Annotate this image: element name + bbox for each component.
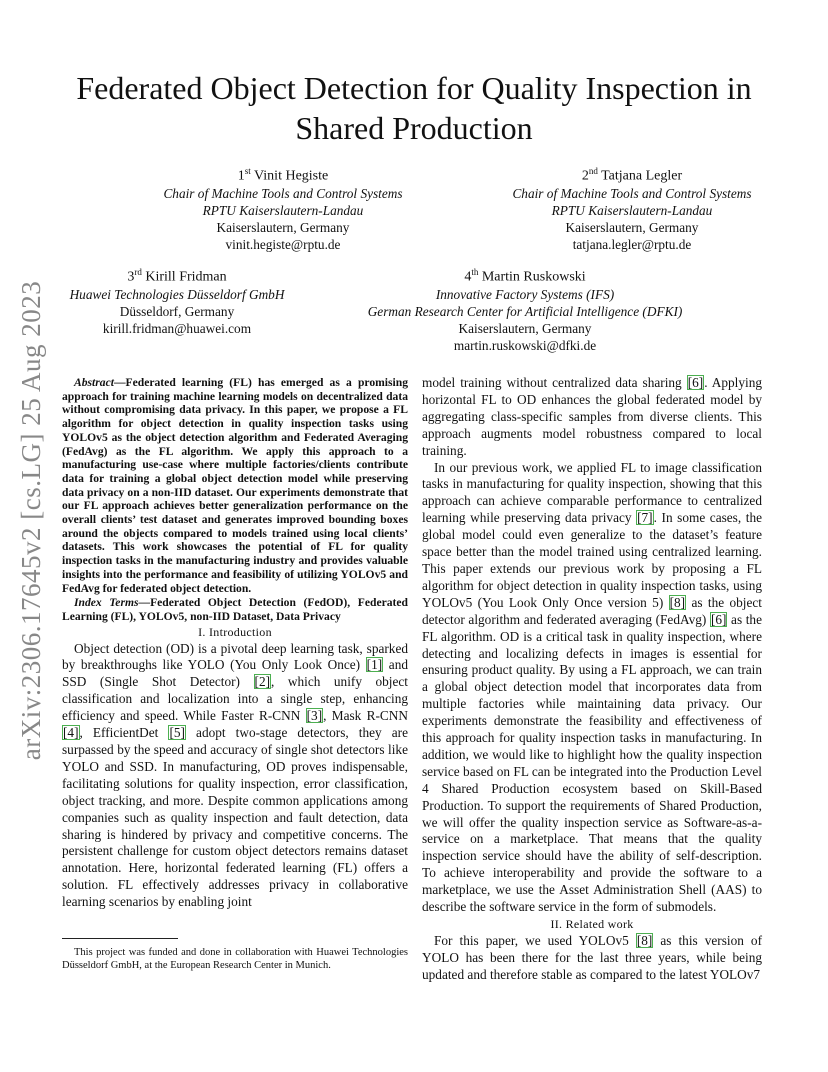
citation-link[interactable]: [1] <box>366 657 383 673</box>
citation-link[interactable]: [7] <box>637 510 653 526</box>
author-name: 2nd Tatjana Legler <box>581 166 683 184</box>
author-email: tatjana.legler@rptu.de <box>572 236 692 252</box>
section-heading-introduction: I. Introduction <box>198 624 272 639</box>
citation-link[interactable]: [4] <box>63 725 79 741</box>
index-terms-label: Index Terms <box>74 596 139 610</box>
abstract-label: Abstract <box>74 376 114 389</box>
abstract <box>62 376 408 595</box>
abstract-text: —Federated learning (FL) has emerged as a promising approach for training machine learning models on decentralized data without compromising data privacy. In this paper, we propose a FL algorithm for object detection in quality inspection tasks using YOLOv5 as the object detection algorithm and Federated Averaging (FedAvg) as the FL algorithm. We apply this approach to a manufacturing use-case where multiple factories/clients contribute data for training a global object detection model while preserving data privacy on a non-IID dataset. Our experiments demonstrate that our FL approach achieves better generalization performance on the overall clients’ test dataset and generates improved bounding boxes around the objects compared to models trained using local clients’ datasets. This work showcases the potential of FL for quality inspection tasks in the manufacturing industry and provides valuable insights into the performance and feasibility of utilizing YOLOv5 and FedAvg for federated object detection. <box>62 376 408 595</box>
author-location: Kaiserslautern, Germany <box>458 320 592 336</box>
citation-link[interactable]: [8] <box>636 932 653 948</box>
right-paragraph-continued: model training without centralized data sharing [6]. Applying horizontal FL to OD enhances the global federated model by aggregating class-specific samples from diverse clients. This approach augments model robustness compared to local training. <box>422 375 763 458</box>
author-affiliation: Huawei Technologies Düsseldorf GmbH <box>69 286 285 302</box>
author-name: 4th Martin Ruskowski <box>464 267 586 285</box>
citation-link[interactable]: [6] <box>687 375 704 390</box>
citation-link[interactable]: [8] <box>669 594 686 610</box>
related-paragraph: For this paper, we used YOLOv5 [8] as this version of YOLO has been there for the last three years, while being updated and therefore stable as compared to the latest YOLOv7 <box>422 932 762 982</box>
right-column <box>422 375 762 984</box>
arxiv-id: arXiv:2306.17645v2 [cs.LG] 25 Aug 2023 <box>16 280 47 760</box>
arxiv-sidebar <box>2 280 62 760</box>
author-affiliation: RPTU Kaiserslautern-Landau <box>202 202 364 218</box>
author-affiliation: RPTU Kaiserslautern-Landau <box>551 202 713 218</box>
intro-paragraph: Object detection (OD) is a pivotal deep learning task, sparked by breakthroughs like YOLO (You Only Look Once) [1] and SSD (Single Shot Detector) [2], which unify object classification and localization into a single step, enhancing efficiency and speed. While Faster R-CNN [3], Mask R-CNN [4], EfficientDet [5] adopt two-stage detectors, they are surpassed by the speed and accuracy of single shot detectors like YOLO and SSD. In manufacturing, OD proves indispensable, facilitating solutions for quality inspection, error classification, object tracking, and more. Despite common applications among companies such as quality inspection and fault detection, data sharing is hindered by privacy and competitive concerns. The persistent challenge for custom object detectors remains dataset annotation. Here, horizontal federated learning (FL) offers a solution. FL effectively addresses privacy in collaborative learning scenarios by enabling joint <box>62 640 408 910</box>
author-name: 3rd Kirill Fridman <box>127 267 227 285</box>
left-column <box>62 376 408 911</box>
paper-title: Federated Object Detection for Quality Inspection in Shared Production <box>76 70 752 146</box>
author-block-2 <box>497 163 767 253</box>
section-heading-related-work: II. Related work <box>550 917 634 931</box>
author-affiliation: Chair of Machine Tools and Control Systems <box>512 185 752 201</box>
citation-link[interactable]: [5] <box>169 725 185 741</box>
footnote-rule <box>62 938 178 939</box>
author-email: kirill.fridman@huawei.com <box>102 320 252 336</box>
footnote: This project was funded and done in collaboration with Huawei Technologies Düsseldorf GmbH, at the European Research Center in Munich. <box>62 947 408 971</box>
right-paragraph: In our previous work, we applied FL to image classification tasks in manufacturing for quality inspection, showing that this approach can achieve comparable performance to centralized learning while preserving data privacy [7]. In some cases, the global model could even generalize to the dataset’s feature space better than the model trained using centralized learning. This paper extends our previous work by proposing a FL algorithm for object detection in quality inspection tasks, using YOLOv5 (You Look Only Once version 5) [8] as the object detector algorithm and federated averaging (FedAvg) [6] as the FL algorithm. OD is a critical task in quality inspection, where detecting and localizing defects in images is essential for ensuring product quality. By using a FL approach, we can train a global object detection model that incorporates data from multiple factories while maintaining data privacy. Our experiments demonstrate the feasibility and effectiveness of this approach for quality inspection tasks in manufacturing. In addition, we would like to highlight how the quality inspection service based on FL can be integrated into the Production Level 4 Shared Production ecosystem based on Skill-Based Production. To support the requirements of Shared Production, we will offer the quality inspection service as Software-as-a-service on a marketplace. That means that the quality inspection service should have the ability of self-description. To achieve interoperability and provide the software to a marketplace, we use the Asset Administration Shell (AAS) to describe the software service in the form of submodels. <box>422 459 762 915</box>
author-affiliation: Innovative Factory Systems (IFS) <box>435 286 615 302</box>
index-terms <box>62 596 408 623</box>
citation-link[interactable]: [3] <box>306 708 323 724</box>
author-affiliation: German Research Center for Artificial Intelligence (DFKI) <box>367 303 683 319</box>
author-location: Düsseldorf, Germany <box>119 303 235 319</box>
author-name: 1st Vinit Hegiste <box>237 166 329 184</box>
index-terms-text: —Federated Object Detection (FedOD), Federated Learning (FL), YOLOv5, non-IID Dataset, Data Privacy <box>62 596 408 623</box>
author-affiliation: Chair of Machine Tools and Control Systems <box>163 185 403 201</box>
author-block-3 <box>52 264 302 337</box>
author-block-1 <box>148 163 418 253</box>
author-email: vinit.hegiste@rptu.de <box>225 236 341 252</box>
author-block-4 <box>345 264 705 354</box>
author-email: martin.ruskowski@dfki.de <box>453 337 597 353</box>
author-location: Kaiserslautern, Germany <box>565 219 699 235</box>
citation-link[interactable]: [2] <box>254 674 271 690</box>
author-location: Kaiserslautern, Germany <box>216 219 350 235</box>
citation-link[interactable]: [6] <box>710 611 727 627</box>
